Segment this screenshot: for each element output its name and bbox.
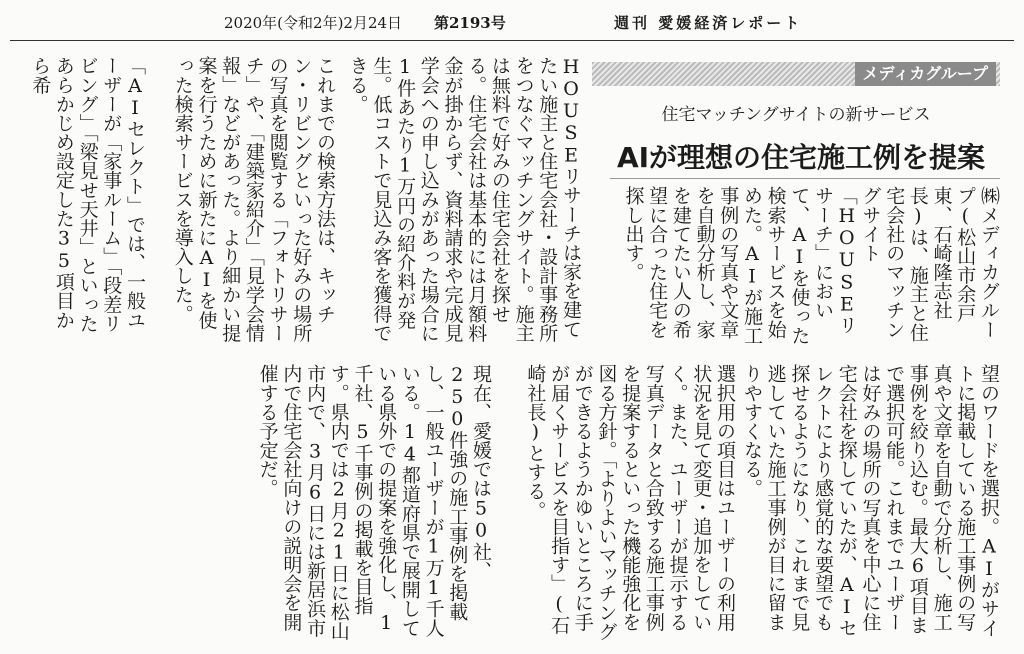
article-text-column-5: 望のワードを選択。AIがサイトに掲載している施工事例の写真や文章を自動で分析し、施工事例を絞り込む。最大6項目まで選択可能。これまでユーザーは好みの場所の写真を中心に住宅会社を探していたが、AIセレクトにより感覚的な要望でも探せるようになり、これまで見逃していた施工事例が目に留まりやすくなる。 (740, 364, 1000, 638)
header-rule (10, 40, 1014, 41)
article-text-column-7: 現在、愛媛では50社、250件強の施工事例を掲載し、一般ユーザーが1万1千人いる。14都道府県で展開している県外での提案を強化し、1千社、5千事例の掲載を目指す。県内では2月21日に松山市内で、3月6日には新居浜市内で住宅会社向けの説明会を開催する予定だ。 (256, 364, 492, 641)
page-header (224, 12, 864, 38)
article-text-column-2: HOUSEリサーチは家を建てたい施主と住宅会社・設計事務所をつなぐマッチングサイト。施主は無料で好みの住宅会社を探せる。住宅会社は基本的には月額料金が掛からず、資料請求や完成見学会への申し込みがあった場合に1件あたり1万円の紹介料が発生。低コストで見込み客を獲得できる。 (346, 56, 582, 343)
company-banner (592, 62, 1000, 86)
article-text-column-3: これまでの検索方法は、キッチン・リビングといった好みの場所の写真を閲覧する「フォトリサーチ」や、「建築家紹介」「見学会情報」などがあった。より細かい提案を行うために新たにAIを使った検索サービスを導入した。 (171, 56, 336, 343)
article-headline: AIが理想の住宅施工例を提案 (616, 141, 986, 174)
issue-number: 第2193号 (434, 14, 506, 32)
article-text-column-1: ㈱メディカグループ(松山市余戸東、石崎隆志社長)は、施主と住宅会社のマッチングサイト「HOUSEリサーチ」において、AIを使った検索サービスを始めた。AIが施工事例の写真や文章を自動分析し、家を建てたい人の希望に合った住宅を探し出す。 (622, 186, 1000, 345)
article-subhead: 住宅マッチングサイトの新サービス (661, 105, 931, 125)
headline-rule (610, 178, 1000, 179)
newspaper-title: 週刊 愛媛経済レポート (614, 14, 803, 32)
article-text-column-6: 選択用の項目はユーザーの利用状況を見て変更・追加をしていく。また、ユーザーが提示する写真データと合致する施工事例を提案するといった機能強化を図る方針。「よりよいマッチングができるようかゆいところに手が届くサービスを目指す」(石崎社長)とする。 (524, 364, 736, 641)
article-text-column-4: 「AIセレクト」では、一般ユーザーが「家事ルーム」「段差リビング」「梁見せ天井」といったあらかじめ設定した35項目から希 (29, 56, 146, 333)
issue-date: 2020年(令和2年)2月24日 (224, 14, 403, 32)
company-banner-label: メディカグループ (855, 62, 996, 86)
